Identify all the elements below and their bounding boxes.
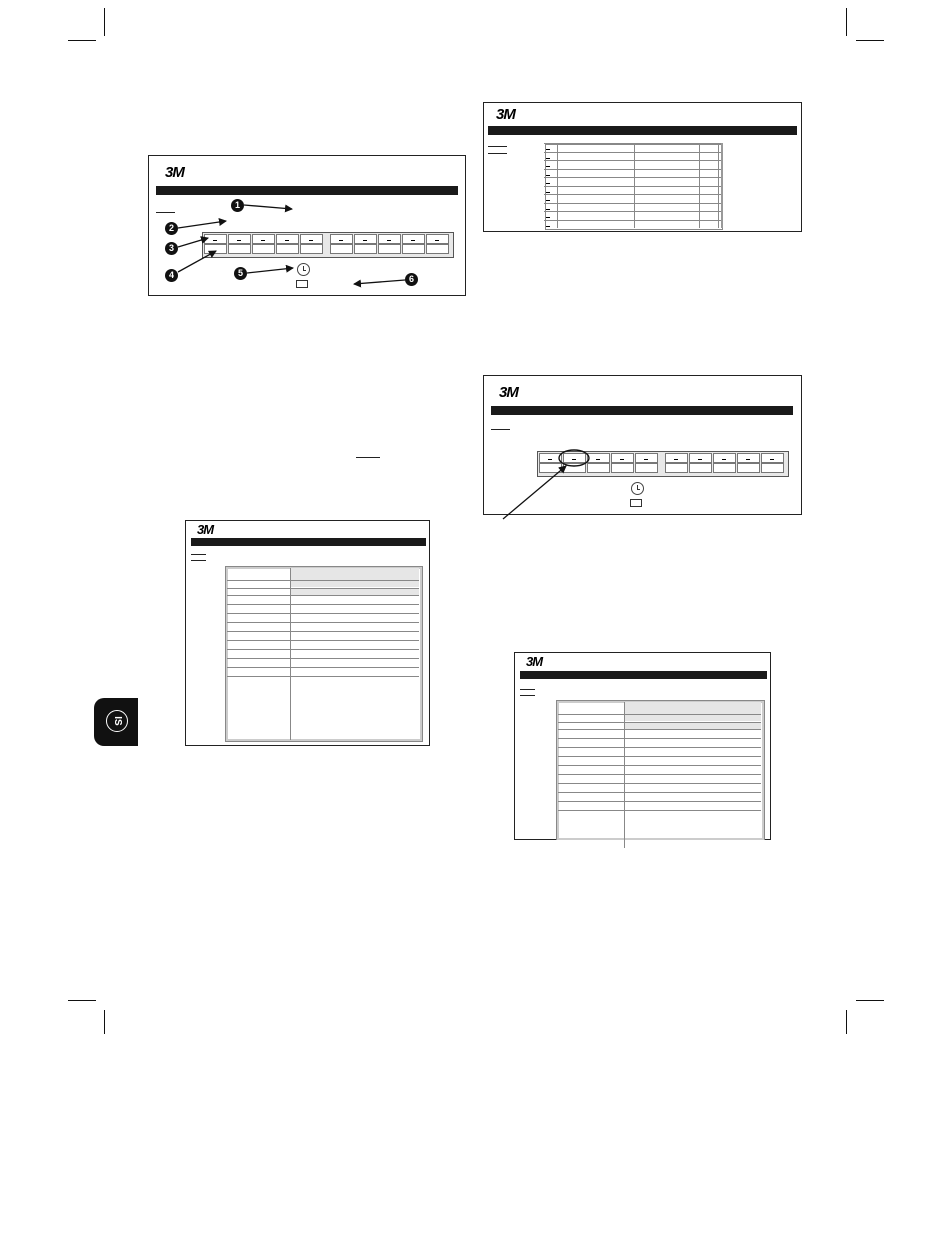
callout-4: 4	[165, 269, 178, 282]
list-row-mark	[546, 183, 550, 184]
day-cell-mark	[770, 459, 774, 460]
table-col-line	[624, 702, 625, 848]
list-row-mark	[546, 192, 550, 193]
crop-mark-bl-v	[104, 1010, 105, 1034]
day-cell[interactable]	[204, 234, 227, 244]
crop-mark-br-v	[846, 1010, 847, 1034]
day-cell[interactable]	[378, 234, 401, 244]
table-header-cell	[290, 568, 419, 580]
day-cell-mark	[722, 459, 726, 460]
screen-list	[483, 102, 802, 232]
crop-mark-tr-h	[856, 40, 884, 41]
table-row-line	[558, 765, 761, 766]
day-cell[interactable]	[563, 453, 586, 463]
table-row-line	[227, 595, 419, 596]
header-underline-2	[488, 153, 507, 154]
table-row-line	[227, 667, 419, 668]
list-row-mark	[546, 217, 550, 218]
crop-mark-tl-v	[104, 8, 105, 36]
day-cell[interactable]	[539, 453, 562, 463]
small-button[interactable]	[630, 499, 642, 507]
day-cell[interactable]	[228, 234, 251, 244]
day-cell-mark	[309, 240, 313, 241]
day-cell-lower[interactable]	[689, 463, 712, 473]
list-row-line	[544, 160, 722, 161]
day-cell-lower[interactable]	[204, 244, 227, 254]
day-cell[interactable]	[354, 234, 377, 244]
screen-day-select	[483, 375, 802, 515]
table-row-line	[558, 738, 761, 739]
table-row-line	[558, 792, 761, 793]
day-cell-lower[interactable]	[611, 463, 634, 473]
day-cell[interactable]	[761, 453, 784, 463]
day-cell-mark	[411, 240, 415, 241]
list-row-line	[544, 220, 722, 221]
callout-6: 6	[405, 273, 418, 286]
day-cell-lower[interactable]	[228, 244, 251, 254]
day-cell-mark	[213, 240, 217, 241]
day-cell[interactable]	[402, 234, 425, 244]
clock-icon	[297, 263, 310, 276]
day-cell-lower[interactable]	[587, 463, 610, 473]
day-cell-mark	[596, 459, 600, 460]
day-cell-lower[interactable]	[402, 244, 425, 254]
brand-logo: 3M	[165, 164, 184, 181]
table-row-line	[227, 649, 419, 650]
brand-logo: 3M	[496, 106, 515, 123]
list-row-mark	[546, 158, 550, 159]
list-row-line	[544, 152, 722, 153]
day-cell-mark	[237, 240, 241, 241]
list-row-line	[544, 186, 722, 187]
title-bar	[520, 671, 767, 679]
title-bar	[488, 126, 797, 135]
scrollbar[interactable]	[721, 143, 723, 228]
list-row-line	[544, 203, 722, 204]
header-underline	[520, 689, 535, 690]
day-cell-mark	[387, 240, 391, 241]
header-underline	[491, 429, 510, 430]
day-cell-mark	[644, 459, 648, 460]
crop-mark-tl-h	[68, 40, 96, 41]
day-cell-lower[interactable]	[330, 244, 353, 254]
table-row-line	[227, 676, 419, 677]
day-cell-lower[interactable]	[665, 463, 688, 473]
brand-logo: 3M	[197, 522, 214, 537]
table-row-line	[558, 801, 761, 802]
small-button[interactable]	[296, 280, 308, 288]
day-cell[interactable]	[713, 453, 736, 463]
day-cell[interactable]	[426, 234, 449, 244]
table-row-line	[558, 747, 761, 748]
table-row-line	[227, 622, 419, 623]
table-row-line	[558, 774, 761, 775]
table-row-shade	[624, 723, 761, 729]
title-bar	[191, 538, 426, 546]
list-col-line	[557, 143, 558, 228]
day-cell[interactable]	[665, 453, 688, 463]
day-cell-lower[interactable]	[354, 244, 377, 254]
day-cell-mark	[674, 459, 678, 460]
day-cell-lower[interactable]	[378, 244, 401, 254]
day-cell-mark	[746, 459, 750, 460]
title-bar	[491, 406, 793, 415]
day-cell[interactable]	[276, 234, 299, 244]
day-cell-mark	[363, 240, 367, 241]
crop-mark-bl-h	[68, 1000, 96, 1001]
list-row-line	[544, 143, 722, 144]
day-cell[interactable]	[330, 234, 353, 244]
brand-logo: 3M	[526, 654, 543, 669]
callout-2: 2	[165, 222, 178, 235]
day-cell-lower[interactable]	[252, 244, 275, 254]
list-row-mark	[546, 226, 550, 227]
table-row-line	[227, 631, 419, 632]
list-row-mark	[546, 149, 550, 150]
table-row-shade	[290, 589, 419, 595]
list-col-line	[718, 143, 719, 228]
day-cell[interactable]	[611, 453, 634, 463]
table-row-line	[558, 783, 761, 784]
language-code: IS	[106, 710, 128, 732]
day-cell-mark	[698, 459, 702, 460]
day-cell-lower[interactable]	[276, 244, 299, 254]
table-row-shade	[624, 715, 761, 721]
table-header-cell	[624, 702, 761, 714]
list-row-mark	[546, 175, 550, 176]
day-cell[interactable]	[635, 453, 658, 463]
day-cell-mark	[339, 240, 343, 241]
table-row-line	[227, 640, 419, 641]
day-cell-lower[interactable]	[563, 463, 586, 473]
day-cell-mark	[261, 240, 265, 241]
table-row-line	[558, 810, 761, 811]
list-row-mark	[546, 200, 550, 201]
day-cell[interactable]	[252, 234, 275, 244]
clock-icon	[631, 482, 644, 495]
header-underline	[488, 146, 507, 147]
day-cell[interactable]	[300, 234, 323, 244]
text-underline	[356, 457, 380, 458]
list-row-mark	[546, 166, 550, 167]
list-row-line	[544, 211, 722, 212]
table-row-line	[227, 604, 419, 605]
header-underline-2	[520, 695, 535, 696]
list-col-line	[699, 143, 700, 228]
callout-5: 5	[234, 267, 247, 280]
day-cell[interactable]	[587, 453, 610, 463]
day-cell-mark	[572, 459, 576, 460]
crop-mark-tr-v	[846, 8, 847, 36]
callout-1: 1	[231, 199, 244, 212]
list-row-line	[544, 169, 722, 170]
header-underline	[156, 212, 175, 213]
screen-detail-right	[514, 652, 771, 840]
day-cell-lower[interactable]	[426, 244, 449, 254]
table-row-shade	[290, 581, 419, 587]
table-row-line	[227, 613, 419, 614]
callout-3: 3	[165, 242, 178, 255]
header-underline	[191, 554, 206, 555]
day-cell-lower[interactable]	[713, 463, 736, 473]
day-cell[interactable]	[737, 453, 760, 463]
day-cell-lower[interactable]	[539, 463, 562, 473]
day-cell-lower[interactable]	[635, 463, 658, 473]
table-row-line	[558, 756, 761, 757]
day-cell[interactable]	[689, 453, 712, 463]
screen-detail-left	[185, 520, 430, 746]
list-row-line	[544, 177, 722, 178]
day-cell-mark	[548, 459, 552, 460]
brand-logo: 3M	[499, 384, 518, 401]
day-cell-lower[interactable]	[300, 244, 323, 254]
day-cell-mark	[435, 240, 439, 241]
title-bar	[156, 186, 458, 195]
day-cell-mark	[285, 240, 289, 241]
list-row-line	[544, 194, 722, 195]
day-cell-lower[interactable]	[737, 463, 760, 473]
table-row-line	[227, 658, 419, 659]
crop-mark-br-h	[856, 1000, 884, 1001]
list-row-mark	[546, 209, 550, 210]
table-row-line	[558, 729, 761, 730]
screen-main-callouts	[148, 155, 466, 296]
header-underline-2	[191, 560, 206, 561]
day-cell-lower[interactable]	[761, 463, 784, 473]
table-col-line	[290, 568, 291, 740]
day-cell-mark	[620, 459, 624, 460]
list-col-line	[634, 143, 635, 228]
